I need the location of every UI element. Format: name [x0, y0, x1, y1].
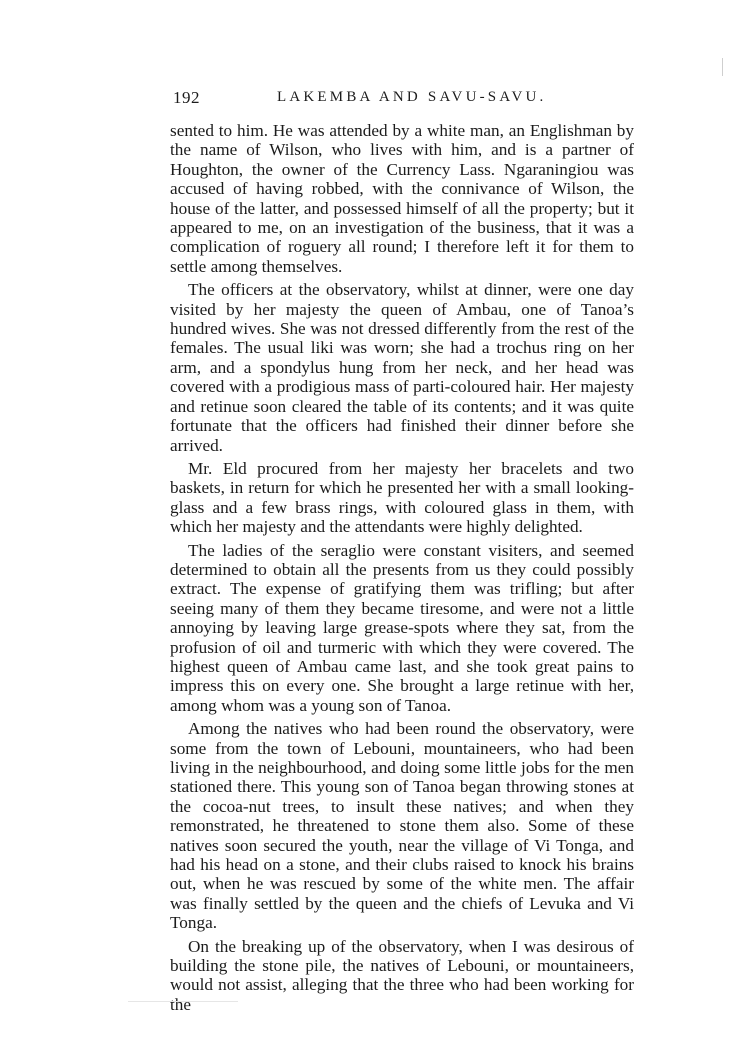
running-head: LAKEMBA AND SAVU-SAVU.: [277, 89, 547, 105]
paragraph: sented to him. He was attended by a white man, an Englishman by the name of Wilson, who lives with him, and is a partner of Houghton, the owner of the Currency Lass. Ngaraningiou was accused of having robbed, with the connivance of Wilson, the house of the latter, and possessed himself of all the property; but it appeared to me, on an investigation of the business, that it was a complication of roguery all round; I therefore left it for them to settle among themselves.: [170, 121, 634, 276]
paragraph: Among the natives who had been round the observatory, were some from the town of Lebouni, mountaineers, who had been living in the neighbourhood, and doing some little jobs for the men stationed there. This young son of Tanoa began throwing stones at the cocoa-nut trees, to insult these natives; and when they remonstrated, he threatened to stone them also. Some of these natives soon secured the youth, near the village of Vi Tonga, and had his head on a stone, and their clubs raised to knock his brains out, when he was rescued by some of the white men. The affair was finally settled by the queen and the chiefs of Levuka and Vi Tonga.: [170, 719, 634, 933]
page-header: [173, 88, 635, 110]
scan-margin-mark: [722, 58, 723, 76]
paragraph: On the breaking up of the observatory, when I was desirous of building the stone pile, the natives of Lebouni, or mountaineers, would not assist, alleging that the three who had been working for the: [170, 936, 634, 1014]
page-body: [170, 121, 634, 1018]
page-number: 192: [173, 88, 200, 107]
paragraph: The officers at the observatory, whilst at dinner, were one day visited by her majesty the queen of Ambau, one of Tanoa’s hundred wives. She was not dressed differently from the rest of the females. The usual liki was worn; she had a trochus ring on her arm, and a spondylus hung from her neck, and her head was covered with a prodigious mass of parti-coloured hair. Her majesty and retinue soon cleared the table of its contents; and it was quite fortunate that the officers had finished their dinner before she arrived.: [170, 280, 634, 455]
paragraph: Mr. Eld procured from her majesty her bracelets and two baskets, in return for which he presented her with a small looking-glass and a few brass rings, with coloured glass in them, with which her majesty and the attendants were highly delighted.: [170, 458, 634, 537]
scan-edge-line: [128, 1001, 238, 1002]
paragraph: The ladies of the seraglio were constant visiters, and seemed determined to obtain all the presents from us they could possibly extract. The expense of gratifying them was trifling; but after seeing many of them they became tiresome, and were not a little annoying by leaving large grease-spots where they sat, from the profusion of oil and turmeric with which they were covered. The highest queen of Ambau came last, and she took great pains to impress this on every one. She brought a large retinue with her, among whom was a young son of Tanoa.: [170, 540, 634, 715]
